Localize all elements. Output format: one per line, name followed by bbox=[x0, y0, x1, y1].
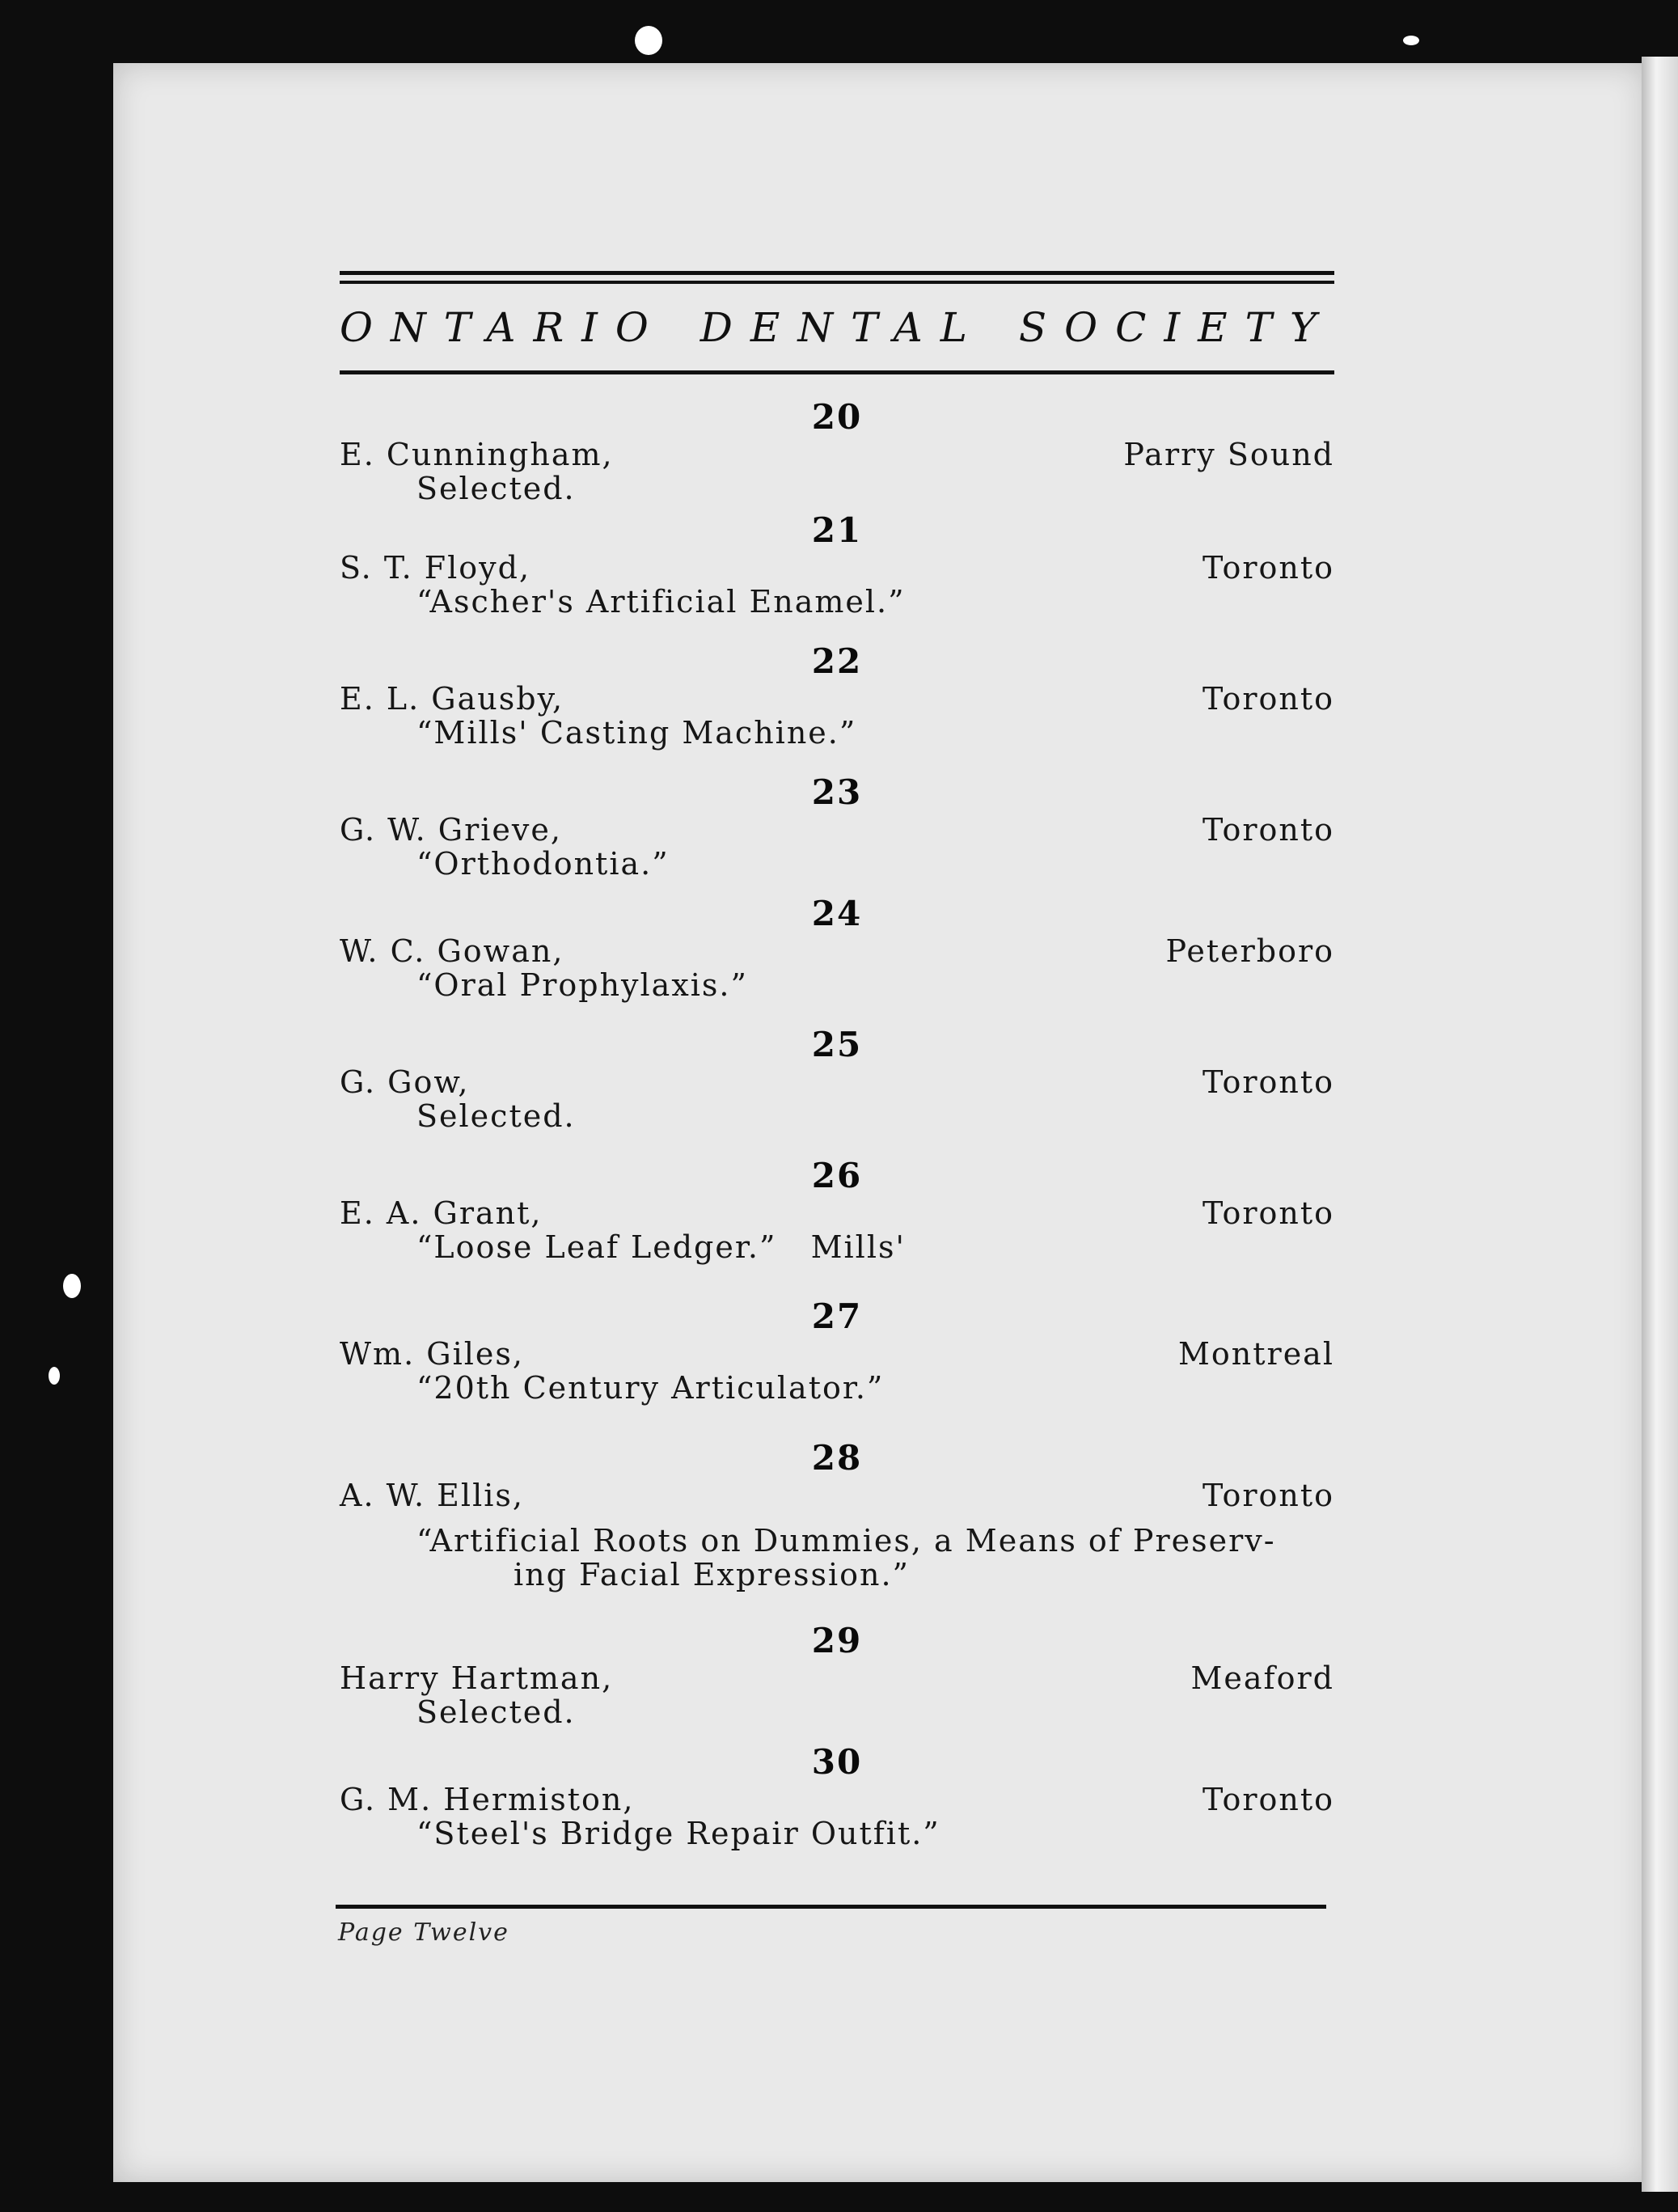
entry-city: Montreal bbox=[1178, 1336, 1334, 1372]
entry-city: Toronto bbox=[1202, 1782, 1334, 1817]
program-entry bbox=[340, 1438, 1334, 1621]
entry-number: 29 bbox=[811, 1621, 863, 1660]
entry-city: Peterboro bbox=[1165, 933, 1334, 969]
entry-topic: “Loose Leaf Ledger.” Mills' bbox=[416, 1229, 906, 1265]
program-entry bbox=[340, 1296, 1334, 1438]
program-entry bbox=[340, 510, 1334, 641]
footer-rule bbox=[336, 1905, 1326, 1909]
header-double-rule bbox=[340, 271, 1334, 275]
entry-city: Toronto bbox=[1202, 681, 1334, 717]
entry-topic: “Ascher's Artificial Enamel.” bbox=[416, 584, 906, 620]
dust-speck bbox=[63, 1274, 81, 1298]
entry-name: G. W. Grieve, bbox=[340, 812, 562, 848]
header-rule bbox=[340, 370, 1334, 374]
entry-number: 22 bbox=[811, 641, 863, 681]
entry-name: G. M. Hermiston, bbox=[340, 1782, 635, 1817]
page-number: Page Twelve bbox=[338, 1918, 509, 1947]
entry-city: Toronto bbox=[1202, 1195, 1334, 1231]
entry-number: 21 bbox=[811, 510, 863, 550]
program-entry bbox=[340, 641, 1334, 772]
heading-word: DENTAL bbox=[700, 304, 985, 351]
entry-city: Parry Sound bbox=[1123, 437, 1334, 472]
program-entry bbox=[340, 397, 1334, 510]
entry-name: W. C. Gowan, bbox=[340, 933, 564, 969]
program-entry bbox=[340, 1156, 1334, 1296]
page-content bbox=[340, 271, 1334, 1855]
heading-word: ONTARIO bbox=[340, 304, 666, 351]
entry-number: 23 bbox=[811, 772, 863, 812]
page-heading bbox=[340, 304, 1334, 362]
entry-name: E. Cunningham, bbox=[340, 437, 614, 472]
entry-city: Meaford bbox=[1190, 1660, 1334, 1696]
entry-number: 20 bbox=[811, 397, 863, 437]
entry-topic: “Orthodontia.” bbox=[416, 846, 670, 882]
heading-word: SOCIETY bbox=[1018, 304, 1334, 351]
entry-name: E. A. Grant, bbox=[340, 1195, 543, 1231]
entry-city: Toronto bbox=[1202, 1478, 1334, 1513]
entry-number: 28 bbox=[811, 1438, 863, 1478]
entry-city: Toronto bbox=[1202, 550, 1334, 586]
entry-city: Toronto bbox=[1202, 812, 1334, 848]
entry-name: E. L. Gausby, bbox=[340, 681, 564, 717]
entry-topic: Selected. bbox=[416, 1098, 576, 1134]
entry-topic-continued: ing Facial Expression.” bbox=[514, 1557, 910, 1592]
entry-number: 24 bbox=[811, 894, 863, 933]
dust-speck bbox=[635, 26, 662, 55]
program-list bbox=[340, 397, 1334, 1855]
entry-name: Harry Hartman, bbox=[340, 1660, 614, 1696]
dust-speck bbox=[1403, 36, 1419, 45]
entry-number: 25 bbox=[811, 1025, 863, 1064]
program-entry bbox=[340, 894, 1334, 1025]
entry-number: 26 bbox=[811, 1156, 863, 1195]
entry-topic: Selected. bbox=[416, 1694, 576, 1730]
entry-name: A. W. Ellis, bbox=[340, 1478, 524, 1513]
page-edge bbox=[1642, 57, 1678, 2192]
program-entry bbox=[340, 1742, 1334, 1855]
program-entry bbox=[340, 772, 1334, 894]
entry-name: Wm. Giles, bbox=[340, 1336, 524, 1372]
entry-topic: “Mills' Casting Machine.” bbox=[416, 715, 857, 751]
entry-topic: “Steel's Bridge Repair Outfit.” bbox=[416, 1816, 940, 1851]
entry-city: Toronto bbox=[1202, 1064, 1334, 1100]
entry-topic: Selected. bbox=[416, 471, 576, 506]
entry-topic: “20th Century Articulator.” bbox=[416, 1370, 885, 1406]
entry-name: S. T. Floyd, bbox=[340, 550, 531, 586]
program-entry bbox=[340, 1621, 1334, 1742]
entry-number: 27 bbox=[811, 1296, 863, 1336]
entry-topic: “Artificial Roots on Dummies, a Means of Preserv- bbox=[416, 1523, 1276, 1559]
program-entry bbox=[340, 1025, 1334, 1156]
entry-name: G. Gow, bbox=[340, 1064, 470, 1100]
dust-speck bbox=[49, 1367, 60, 1385]
entry-number: 30 bbox=[811, 1742, 863, 1782]
entry-topic: “Oral Prophylaxis.” bbox=[416, 967, 748, 1003]
